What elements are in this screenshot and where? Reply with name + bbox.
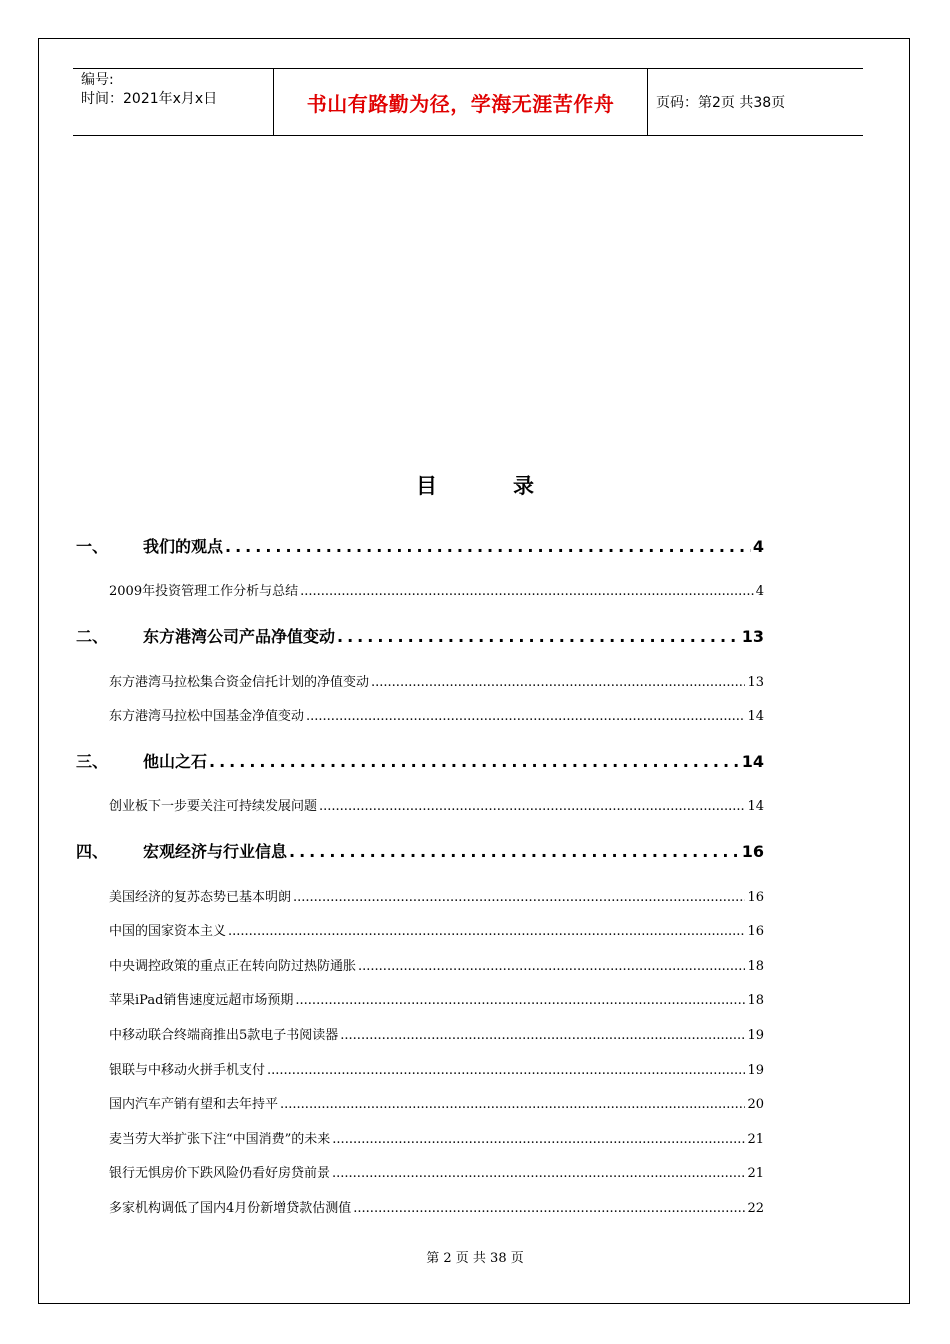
toc-entry-text: 中央调控政策的重点正在转向防过热防通胀 <box>109 959 357 974</box>
toc-entry-17[interactable] <box>109 1162 764 1181</box>
toc-entry-text: 东方港湾马拉松集合资金信托计划的净值变动 <box>109 675 370 690</box>
toc-leader-dots <box>300 584 754 599</box>
toc-entry-text: 国内汽车产销有望和去年持平 <box>109 1097 279 1112</box>
toc-entry-page: 13 <box>747 675 764 690</box>
toc-entry-text: 中国的国家资本主义 <box>109 924 227 939</box>
toc-leader-dots <box>295 993 745 1008</box>
toc-leader-dots <box>228 924 745 939</box>
toc-entry-page: 16 <box>747 924 764 939</box>
toc-entry-6[interactable] <box>76 749 764 772</box>
toc-leader-dots <box>306 709 745 724</box>
toc-leader-dots <box>293 890 745 905</box>
toc-entry-text: 东方港湾马拉松中国基金净值变动 <box>109 709 305 724</box>
toc-entry-9[interactable] <box>109 886 764 905</box>
toc-leader-dots <box>209 752 740 771</box>
toc-entry-page: 14 <box>741 752 764 771</box>
toc-entry-page: 14 <box>747 799 764 814</box>
toc-entry-number: 一、 <box>76 537 109 556</box>
toc-entry-5[interactable] <box>109 705 764 724</box>
toc-entry-text: 宏观经济与行业信息 <box>143 842 288 861</box>
page-footer: 第 2 页 共 38 页 <box>426 1251 524 1266</box>
toc-entry-text: 创业板下一步要关注可持续发展问题 <box>109 799 318 814</box>
toc-entry-text: 东方港湾公司产品净值变动 <box>143 627 336 646</box>
toc-leader-dots <box>337 627 740 646</box>
toc-entry-page: 4 <box>755 584 764 599</box>
toc-entry-2[interactable] <box>109 580 764 599</box>
toc-entry-3[interactable] <box>76 624 764 647</box>
toc-entry-page: 16 <box>741 842 764 861</box>
time-label: 时间：2021年x月x日 <box>81 91 218 107</box>
toc-leader-dots <box>332 1132 745 1147</box>
toc-entry-number: 四、 <box>76 842 109 861</box>
toc-entry-page: 14 <box>747 709 764 724</box>
toc-entry-14[interactable] <box>109 1059 764 1078</box>
toc-leader-dots <box>289 842 740 861</box>
toc-entry-7[interactable] <box>109 795 764 814</box>
toc-entry-number: 三、 <box>76 752 109 771</box>
toc-entry-text: 美国经济的复苏态势已基本明朗 <box>109 890 292 905</box>
toc-entry-page: 4 <box>752 537 764 556</box>
header-motto: 书山有路勤为径，学海无涯苦作舟 <box>306 91 615 116</box>
toc-leader-dots <box>353 1201 745 1216</box>
toc-entry-page: 21 <box>747 1166 764 1181</box>
toc-leader-dots <box>332 1166 745 1181</box>
toc-entry-text: 我们的观点 <box>143 537 224 556</box>
toc-entry-page: 18 <box>747 959 764 974</box>
toc-entry-8[interactable] <box>76 839 764 862</box>
toc-leader-dots <box>371 675 745 690</box>
toc-entry-11[interactable] <box>109 955 764 974</box>
toc-entry-page: 16 <box>747 890 764 905</box>
toc-title-left: 目 <box>416 474 437 498</box>
toc-entry-10[interactable] <box>109 920 764 939</box>
toc-entry-page: 18 <box>747 993 764 1008</box>
toc-leader-dots <box>225 537 751 556</box>
toc-entry-4[interactable] <box>109 671 764 690</box>
toc-entry-1[interactable] <box>76 534 764 557</box>
toc-entry-12[interactable] <box>109 989 764 1008</box>
toc-entry-text: 银联与中移动火拼手机支付 <box>109 1063 266 1078</box>
toc-leader-dots <box>267 1063 745 1078</box>
toc-entry-number: 二、 <box>76 627 109 646</box>
toc-entry-page: 13 <box>741 627 764 646</box>
toc-entry-text: 麦当劳大举扩张下注“中国消费”的未来 <box>109 1132 331 1147</box>
page-info-label: 页码：第2页 共38页 <box>656 95 786 111</box>
toc-leader-dots <box>340 1028 745 1043</box>
toc-entry-text: 中移动联合终端商推出5款电子书阅读器 <box>109 1028 339 1043</box>
toc-entry-page: 19 <box>747 1028 764 1043</box>
toc-entry-text: 银行无惧房价下跌风险仍看好房贷前景 <box>109 1166 331 1181</box>
toc-entry-page: 20 <box>747 1097 764 1112</box>
toc-entry-text: 他山之石 <box>143 752 208 771</box>
number-label: 编号: <box>81 72 114 88</box>
toc-entry-page: 22 <box>747 1201 764 1216</box>
toc-entry-16[interactable] <box>109 1128 764 1147</box>
toc-leader-dots <box>358 959 745 974</box>
toc-entry-15[interactable] <box>109 1093 764 1112</box>
toc-entry-13[interactable] <box>109 1024 764 1043</box>
toc-leader-dots <box>319 799 745 814</box>
toc-leader-dots <box>280 1097 745 1112</box>
toc-entry-18[interactable] <box>109 1197 764 1216</box>
toc-entry-text: 多家机构调低了国内4月份新增贷款估测值 <box>109 1201 352 1216</box>
toc-entry-text: 苹果iPad销售速度远超市场预期 <box>109 993 294 1008</box>
toc-entry-page: 19 <box>747 1063 764 1078</box>
toc-entry-page: 21 <box>747 1132 764 1147</box>
toc-entry-text: 2009年投资管理工作分析与总结 <box>109 584 299 599</box>
toc-title-right: 录 <box>513 474 534 498</box>
